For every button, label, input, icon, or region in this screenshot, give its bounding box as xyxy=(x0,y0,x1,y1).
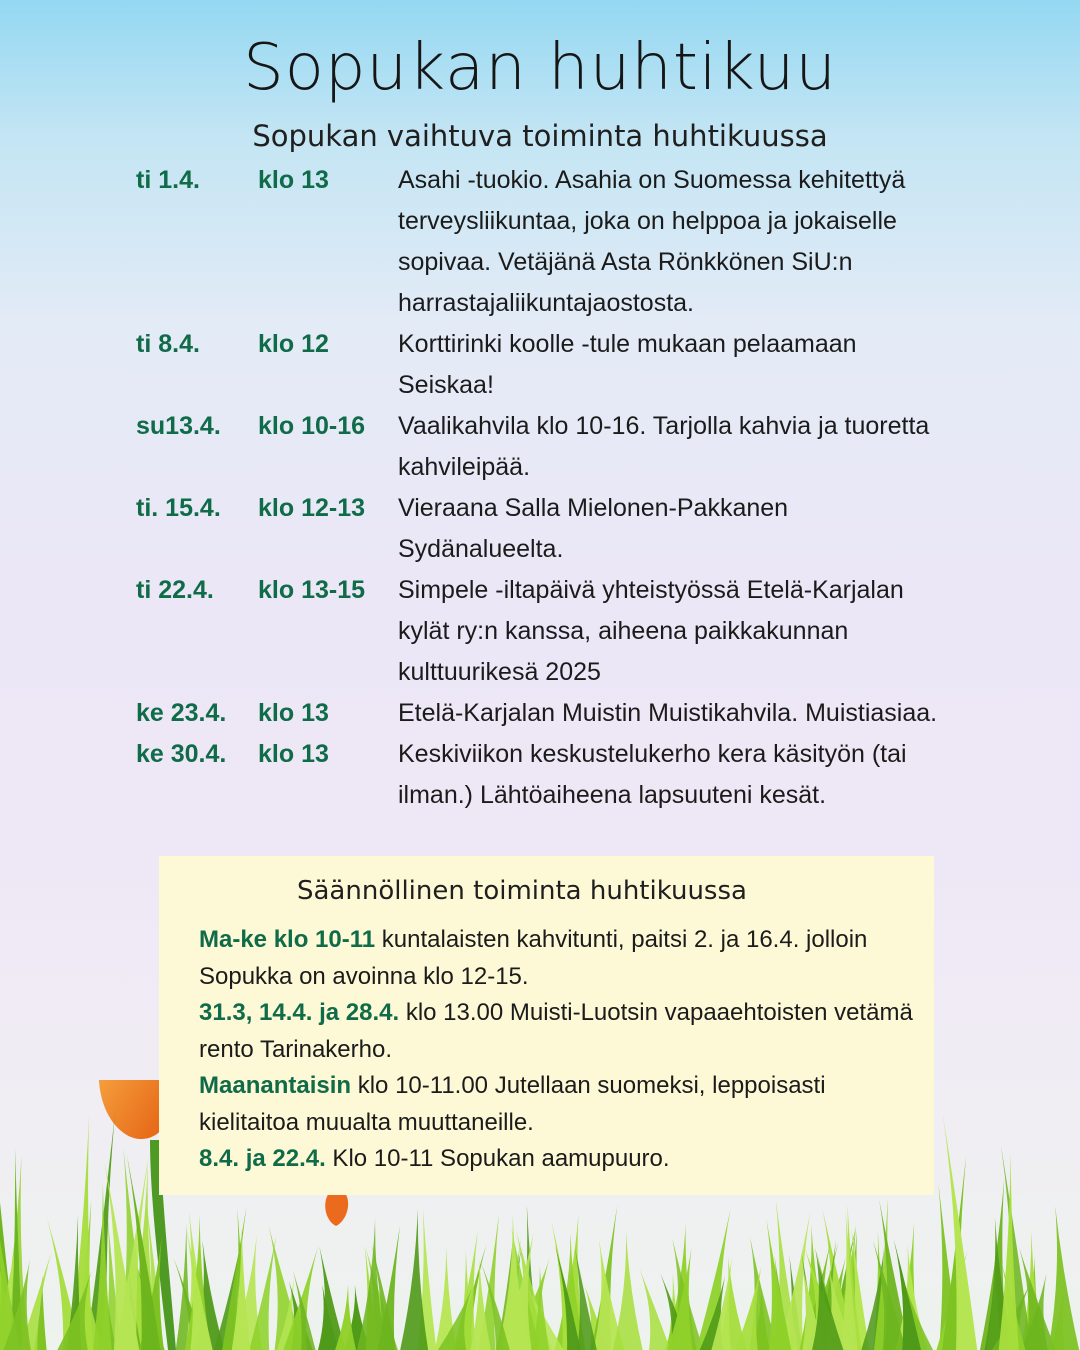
event-time: klo 10-16 xyxy=(258,412,366,440)
grass-foreground xyxy=(0,1080,1080,1350)
event-row xyxy=(136,406,956,488)
item-text: klo 10-11.00 Jutellaan suomeksi, leppoisasti kielitaitoa muualta muuttaneille. xyxy=(199,1072,826,1136)
event-row xyxy=(136,324,956,406)
item-text: klo 13.00 Muisti-Luotsin vapaaehtoisten vetämä rento Tarinakerho. xyxy=(199,999,913,1063)
item-text: kuntalaisten kahvitunti, paitsi 2. ja 16.4. jolloin Sopukka on avoinna klo 12-15. xyxy=(199,926,868,990)
list-item xyxy=(199,922,919,995)
item-lead: 8.4. ja 22.4. xyxy=(199,1145,326,1172)
event-description: Vaalikahvila klo 10-16. Tarjolla kahvia ja tuoretta kahvileipää. xyxy=(398,412,930,481)
event-date: ti 1.4. xyxy=(136,166,200,194)
event-date: ke 23.4. xyxy=(136,699,227,727)
event-time: klo 12 xyxy=(258,330,329,358)
event-description: Asahi -tuokio. Asahia on Suomessa kehitettyä terveysliikuntaa, joka on helppoa ja jokaiselle sopivaa. Vetäjänä Asta Rönkkönen SiU:n harrastajaliikuntajaostosta. xyxy=(398,166,906,317)
event-description: Keskiviikon keskustelukerho kera käsityön (tai ilman.) Lähtöaiheena lapsuuteni kesät. xyxy=(398,740,907,809)
event-row xyxy=(136,488,956,570)
item-lead: Ma-ke klo 10-11 xyxy=(199,926,376,953)
event-time: klo 12-13 xyxy=(258,494,366,522)
list-item xyxy=(199,995,919,1068)
event-date: su13.4. xyxy=(136,412,221,440)
event-time: klo 13 xyxy=(258,166,329,194)
event-list xyxy=(136,160,956,816)
event-row xyxy=(136,693,956,734)
event-description: Vieraana Salla Mielonen-Pakkanen Sydänalueelta. xyxy=(398,494,789,563)
page-title: Sopukan huhtikuu xyxy=(243,31,837,105)
event-time: klo 13 xyxy=(258,699,329,727)
event-date: ti. 15.4. xyxy=(136,494,221,522)
event-time: klo 13 xyxy=(258,740,329,768)
event-description: Korttirinki koolle -tule mukaan pelaamaan Seiskaa! xyxy=(398,330,857,399)
item-lead: Maanantaisin xyxy=(199,1072,352,1099)
event-date: ke 30.4. xyxy=(136,740,227,768)
event-description: Simpele -iltapäivä yhteistyössä Etelä-Karjalan kylät ry:n kanssa, aiheena paikkakunnan kulttuurikesä 2025 xyxy=(398,576,904,686)
event-date: ti 22.4. xyxy=(136,576,214,604)
event-row xyxy=(136,570,956,693)
regular-activities-title: Säännöllinen toiminta huhtikuussa xyxy=(297,876,747,906)
item-text: Klo 10-11 Sopukan aamupuuro. xyxy=(325,1145,670,1172)
event-row xyxy=(136,734,956,816)
event-time: klo 13-15 xyxy=(258,576,366,604)
page-subtitle: Sopukan vaihtuva toiminta huhtikuussa xyxy=(252,119,828,153)
event-row xyxy=(136,160,956,324)
event-date: ti 8.4. xyxy=(136,330,200,358)
item-lead: 31.3, 14.4. ja 28.4. xyxy=(199,999,400,1026)
event-description: Etelä-Karjalan Muistin Muistikahvila. Muistiasiaa. xyxy=(398,699,938,727)
